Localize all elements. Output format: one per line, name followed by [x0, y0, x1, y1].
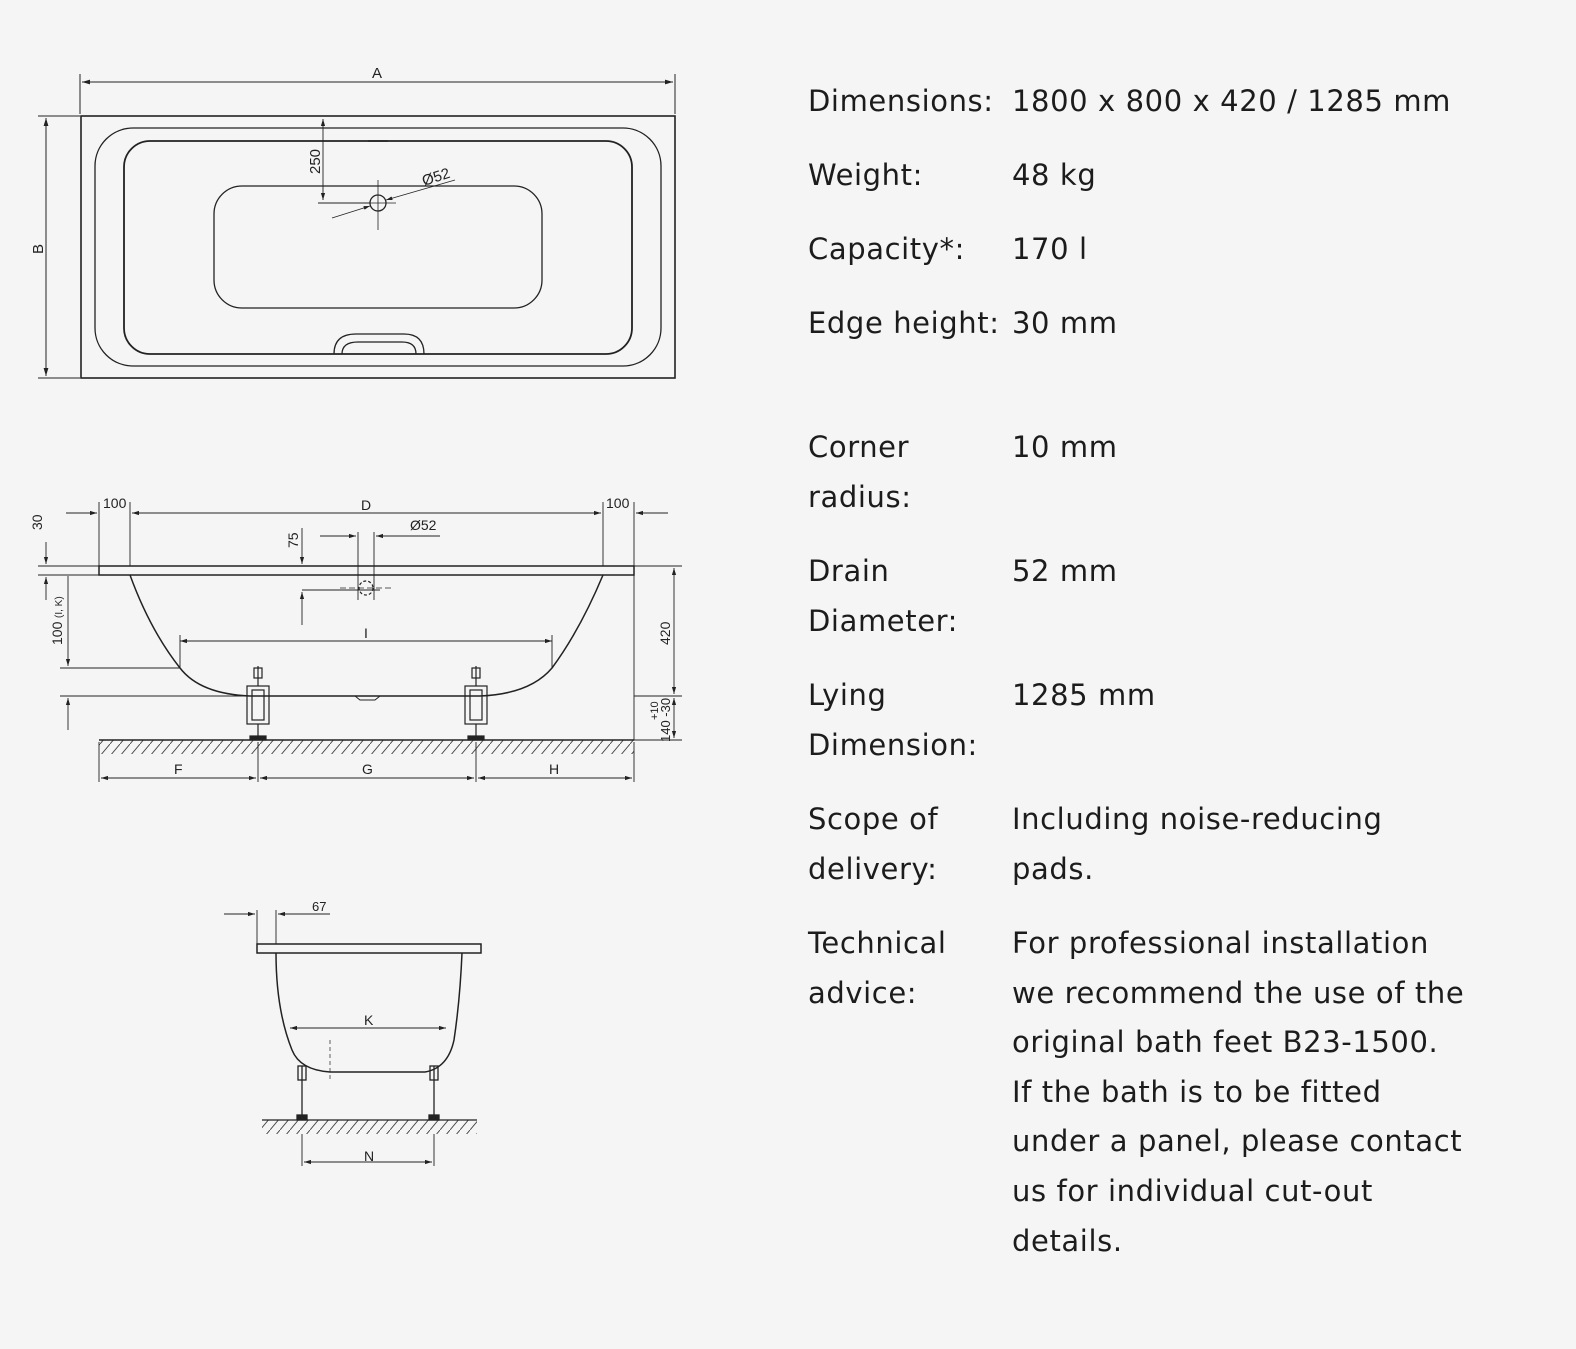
dim-420: 420	[657, 621, 673, 645]
spec-row-dimensions	[808, 77, 1508, 151]
spec-table	[808, 72, 1508, 1266]
end-view-drawing	[0, 890, 760, 1180]
spec-label: Lying Dimension:	[808, 678, 978, 762]
spec-value: 1800 x 800 x 420 / 1285 mm	[1012, 84, 1452, 118]
side-view-drawing	[0, 480, 760, 900]
dim-250: 250	[307, 148, 324, 174]
label-a: A	[372, 65, 383, 82]
dim-100-left: 100	[103, 495, 127, 511]
spec-label: Edge height:	[808, 306, 1000, 340]
spec-value: 10 mm	[1012, 430, 1118, 464]
spec-label: Drain Diameter:	[808, 554, 959, 638]
label-k: K	[364, 1012, 374, 1028]
spec-value: 48 kg	[1012, 158, 1097, 192]
spec-label: Corner radius:	[808, 430, 912, 514]
spec-label: Scope of delivery:	[808, 802, 939, 886]
label-b: B	[30, 243, 47, 254]
technical-drawings	[0, 0, 760, 1349]
dim-drain-top: Ø52	[419, 164, 453, 190]
label-n: N	[364, 1148, 375, 1164]
spec-label: Dimensions:	[808, 84, 994, 118]
top-view-drawing	[0, 0, 760, 400]
spec-row-edge-height	[808, 299, 1508, 423]
spec-row-corner-radius	[808, 423, 1508, 547]
spec-label: Capacity*:	[808, 232, 966, 266]
spec-value: 1285 mm	[1012, 678, 1156, 712]
spec-value: Including noise-reducing pads.	[1012, 802, 1383, 886]
dim-30: 30	[29, 514, 45, 530]
spec-value-continued: If the bath is to be fitted under a panel, please contact us for individual cut-out details.	[1012, 1074, 1463, 1258]
dim-100-right: 100	[606, 495, 630, 511]
dim-67: 67	[312, 899, 327, 914]
label-g: G	[362, 761, 373, 777]
label-f: F	[174, 761, 183, 777]
spec-value-group	[1012, 919, 1472, 1266]
spec-label: Weight:	[808, 158, 924, 192]
dim-feet: 140 -30	[658, 697, 673, 742]
dim-75: 75	[285, 532, 301, 548]
spec-value: 52 mm	[1012, 554, 1118, 588]
dim-feet-plus: +10	[649, 701, 661, 720]
label-h: H	[549, 761, 560, 777]
spec-row-scope-of-delivery	[808, 795, 1508, 919]
spec-row-weight	[808, 151, 1508, 225]
spec-value: For professional installation we recommend the use of the original bath feet B23-1500.	[1012, 926, 1465, 1060]
dim-100-ik: 100	[49, 621, 65, 645]
spec-row-technical-advice	[808, 919, 1508, 1266]
spec-value: 30 mm	[1012, 306, 1118, 340]
label-d: D	[361, 497, 372, 513]
dim-100-ik-note: (I, K)	[54, 596, 65, 618]
spec-value: 170 l	[1012, 232, 1088, 266]
spec-label: Technical advice:	[808, 926, 947, 1010]
spec-row-lying-dimension	[808, 671, 1508, 795]
dim-drain-side: Ø52	[410, 517, 437, 533]
spec-row-capacity	[808, 225, 1508, 299]
label-i: I	[364, 625, 368, 641]
spec-row-drain-diameter	[808, 547, 1508, 671]
